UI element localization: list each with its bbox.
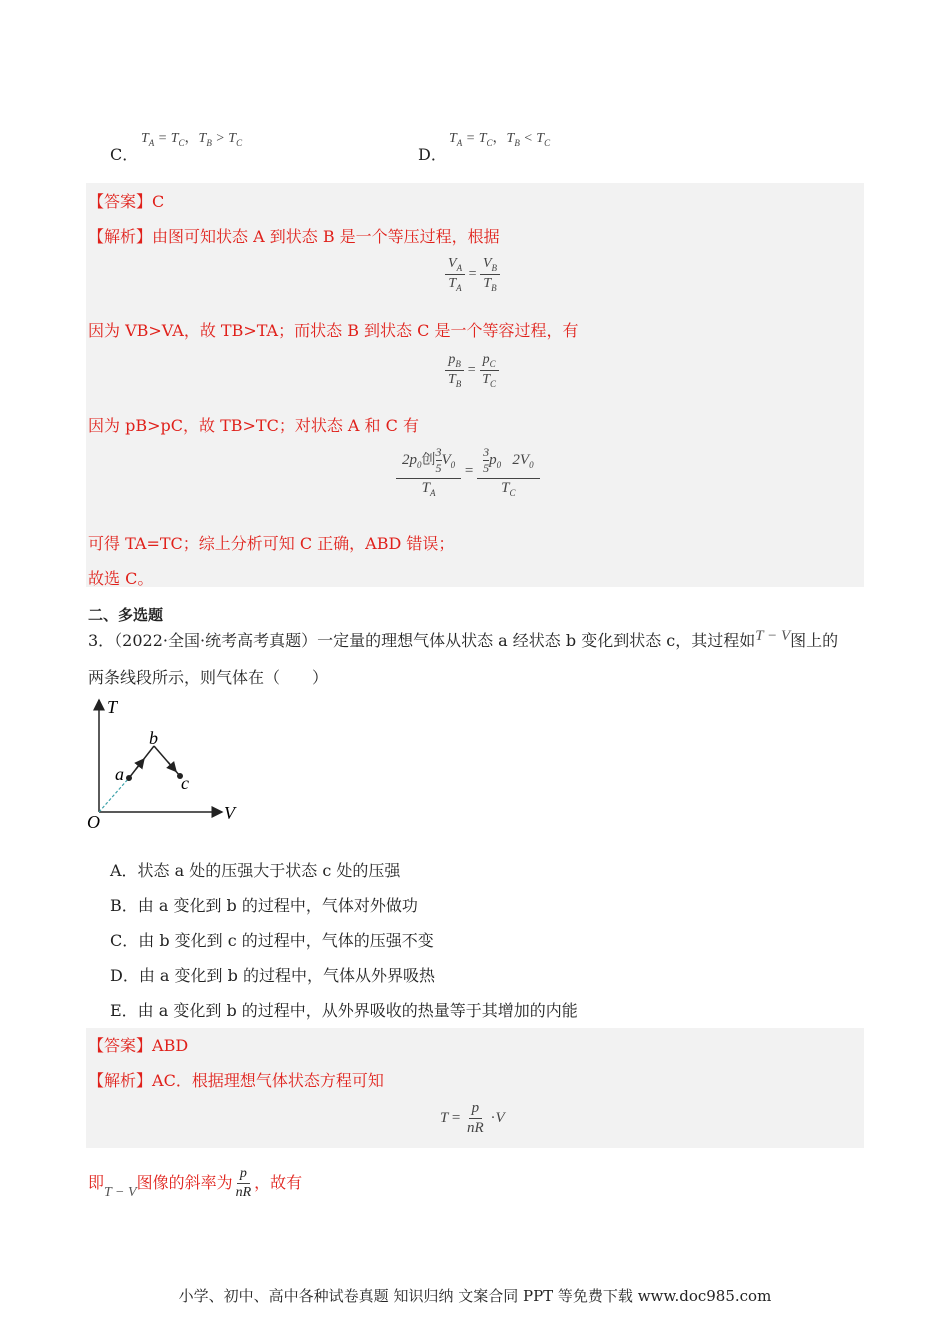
option-d-label: D． <box>418 145 447 164</box>
q2-answer: 【答案】C <box>88 192 165 211</box>
arrow-bc <box>168 762 174 769</box>
q3-formula-1: T = $\frac{p}{nR}$ ·V <box>440 1100 505 1136</box>
segment-bc <box>154 746 180 776</box>
q2-formula-1: $\frac{V_A}{T_A}$ = $\frac{V_B}{T_B}$ <box>445 256 500 293</box>
option-c <box>110 142 138 165</box>
q3-analysis-line1: 【解析】AC．根据理想气体状态方程可知 <box>88 1071 384 1090</box>
q3-option-b: B．由 a 变化到 b 的过程中，气体对外做功 <box>110 896 418 915</box>
q2-analysis-line5: 故选 C。 <box>88 569 154 588</box>
q3-option-c: C．由 b 变化到 c 的过程中，气体的压强不变 <box>110 931 434 950</box>
option-c-label: C． <box>110 145 139 164</box>
q2-formula-2: $\frac{p_B}{T_B}$ = $\frac{p_C}{T_C}$ <box>445 352 499 389</box>
q2-formula-3: $2p_0$创 $\frac{3}{5}$ $V_0$ $T_A$ = $\frac{3}{5}$ $p_0$ $2V_0$ $T_C$ <box>396 445 540 498</box>
origin-label: O <box>87 812 100 832</box>
q2-analysis-line2: 因为 VB>VA，故 TB>TA；而状态 B 到状态 C 是一个等容过程，有 <box>88 321 579 340</box>
origin-dashed-line <box>99 778 129 812</box>
option-d-formula: $T_A = T_C$，$T_B < T_C$ <box>449 131 551 148</box>
option-d <box>418 142 447 165</box>
q3-option-a: A．状态 a 处的压强大于状态 c 处的压强 <box>110 861 401 880</box>
arrow-ab <box>136 762 142 770</box>
option-c-formula: $T_A = T_C$，$T_B > T_C$ <box>141 131 243 148</box>
q2-analysis-line1: 【解析】由图可知状态 A 到状态 B 是一个等压过程，根据 <box>88 227 500 246</box>
q3-tv-graph <box>84 696 244 832</box>
q3-option-d: D．由 a 变化到 b 的过程中，气体从外界吸热 <box>110 966 435 985</box>
q2-analysis-line4: 可得 TA=TC；综上分析可知 C 正确，ABD 错误； <box>88 534 455 553</box>
q3-answer: 【答案】ABD <box>88 1036 189 1055</box>
point-b-label: b <box>149 728 158 748</box>
page-footer: 小学、初中、高中各种试卷真题 知识归纳 文案合同 PPT 等免费下载 www.doc985.com <box>178 1287 772 1305</box>
point-c-label: c <box>181 773 189 793</box>
q3-stem-line1: 3．（2022·全国·统考高考真题）一定量的理想气体从状态 a 经状态 b 变化到状态 c，其过程如T − V图上的 <box>88 628 839 650</box>
q3-option-e: E．由 a 变化到 b 的过程中，从外界吸收的热量等于其增加的内能 <box>110 1001 578 1020</box>
v-axis-label: V <box>224 803 235 823</box>
point-a-label: a <box>115 764 124 784</box>
q2-analysis-line3: 因为 pB>pC，故 TB>TC；对状态 A 和 C 有 <box>88 416 419 435</box>
section-title: 二、多选题 <box>88 606 164 624</box>
q3-stem-line2: 两条线段所示，则气体在（ ） <box>88 668 329 687</box>
point-a <box>126 775 132 781</box>
t-axis-label: T <box>107 697 118 717</box>
q3-last-line: 即T − V图像的斜率为 $\frac{p}{nR}$ ，故有 <box>88 1166 303 1200</box>
